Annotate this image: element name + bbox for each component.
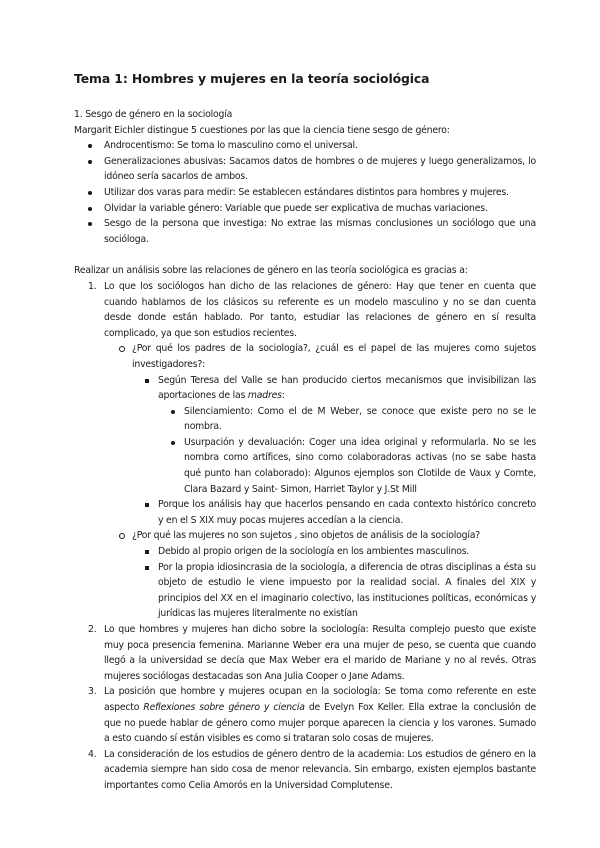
list-item: Sesgo de la persona que investiga: No extrae las mismas conclusiones un sociólogo que una socióloga. <box>74 216 536 247</box>
sub-list <box>158 404 536 498</box>
list-item-text: de Evelyn Fox Keller. Ella extrae la conclusión de que no puede hablar de género como mujer porque aparecen la ciencia y los varones. Sumado a esto cuando sí están visibles es como si trataran solo cosas de mujeres. <box>104 701 536 745</box>
list-item-text: Lo que los sociólogos han dicho de las relaciones de género: Hay que tener en cuenta que cuando hablamos de los clásicos su referente es un modelo masculino y no se dan cuenta desde donde están hablado. Por tanto, estudiar las relaciones de género en sí resulta complicado, ya que son estudios recientes. <box>104 280 536 339</box>
list-item <box>74 622 536 684</box>
sub-list <box>132 373 536 529</box>
list-item <box>104 528 536 622</box>
sub-list <box>104 341 536 622</box>
sub-list <box>132 544 536 622</box>
section-intro: Margarit Eichler distingue 5 cuestiones por las que la ciencia tiene sesgo de género: <box>74 124 450 136</box>
list-number: 2. <box>88 624 97 635</box>
list-item <box>74 684 536 746</box>
list-number: 1. <box>88 280 97 292</box>
list-item-text: La posición que hombre y mujeres ocupan en la sociología: Se toma como referente en este aspecto <box>104 686 536 713</box>
list-item <box>74 279 536 622</box>
list-item-text: La consideración de los estudios de género dentro de la academia: Los estudios de género en la academia siempre han sido cosa de menor relevancia. Sin embargo, existen ejemplos bastante importantes como Celia Amorós en la Universidad Complutense. <box>104 748 536 791</box>
page-title: Tema 1: Hombres y mujeres en la teoría sociológica <box>74 71 430 86</box>
list-item: Por la propia idiosincrasia de la sociología, a diferencia de otras disciplinas a ésta su objeto de estudio le viene impuesto por la realidad social. A finales del XIX y principios del XX en el imaginario colectivo, las instituciones políticas, económicas y jurídicas las mujeres literalmente no existían <box>132 560 536 622</box>
question-text: ¿Por qué las mujeres no son sujetos , sino objetos de análisis de la sociología? <box>132 530 480 542</box>
section-intro: Realizar un análisis sobre las relaciones de género en las teoría sociológica es gracias a: <box>74 265 468 277</box>
document-body <box>74 107 536 794</box>
bias-list <box>74 138 536 247</box>
numbered-list <box>74 279 536 794</box>
list-item <box>74 747 536 794</box>
list-item: Olvidar la variable género: Variable que puede ser explicativa de muchas variaciones. <box>74 201 536 217</box>
list-item-text: Lo que hombres y mujeres han dicho sobre la sociología: Resulta complejo puesto que existe muy poca presencia femenina. Marianne Weber era una mujer de peso, se cuenta que cuando llegó a la universidad se decía que Max Weber era el marido de Mariane y no al revés. Otras mujeres sociólogas destacadas son Ana Julia Cooper o Jane Adams. <box>104 624 536 682</box>
list-item <box>104 341 536 528</box>
list-number: 4. <box>88 748 97 760</box>
emphasis-text: Reflexiones sobre género y ciencia <box>143 701 305 713</box>
list-item: Debido al propio origen de la sociología en los ambientes masculinos. <box>132 544 536 560</box>
list-item: Silenciamiento: Como el de M Weber, se conoce que existe pero no se le nombra. <box>158 404 536 435</box>
list-item: Usurpación y devaluación: Coger una idea original y reformularla. No se les nombra como artífices, sino como colaboradoras activas (no se sabe hasta qué punto han colaborado): Algunos ejemplos son Clotilde de Vaux y Comte, Clara Bazard y Saint- Simon, Harriet Taylor y J.St Mill <box>158 435 536 497</box>
list-item: Androcentismo: Se toma lo masculino como el universal. <box>74 138 536 154</box>
question-text: ¿Por qué los padres de la sociología?, ¿cuál es el papel de las mujeres como sujetos investigadores?: <box>132 343 536 370</box>
list-item: Utilizar dos varas para medir: Se establecen estándares distintos para hombres y mujeres. <box>74 185 536 201</box>
list-item-text: : <box>281 390 285 402</box>
list-item: Generalizaciones abusivas: Sacamos datos de hombres o de mujeres y luego generalizamos, lo idóneo sería sacarlos de ambos. <box>74 154 536 185</box>
list-item <box>132 373 536 498</box>
list-item-text: Según Teresa del Valle se han producido ciertos mecanismos que invisibilizan las aportaciones de las <box>158 374 536 402</box>
emphasis-text: madres <box>247 390 282 402</box>
section-heading: 1. Sesgo de género en la sociología <box>74 109 233 120</box>
list-item: Porque los análisis hay que hacerlos pensando en cada contexto histórico concreto y en el S XIX muy pocas mujeres accedían a la ciencia. <box>132 497 536 528</box>
list-number: 3. <box>88 686 97 698</box>
